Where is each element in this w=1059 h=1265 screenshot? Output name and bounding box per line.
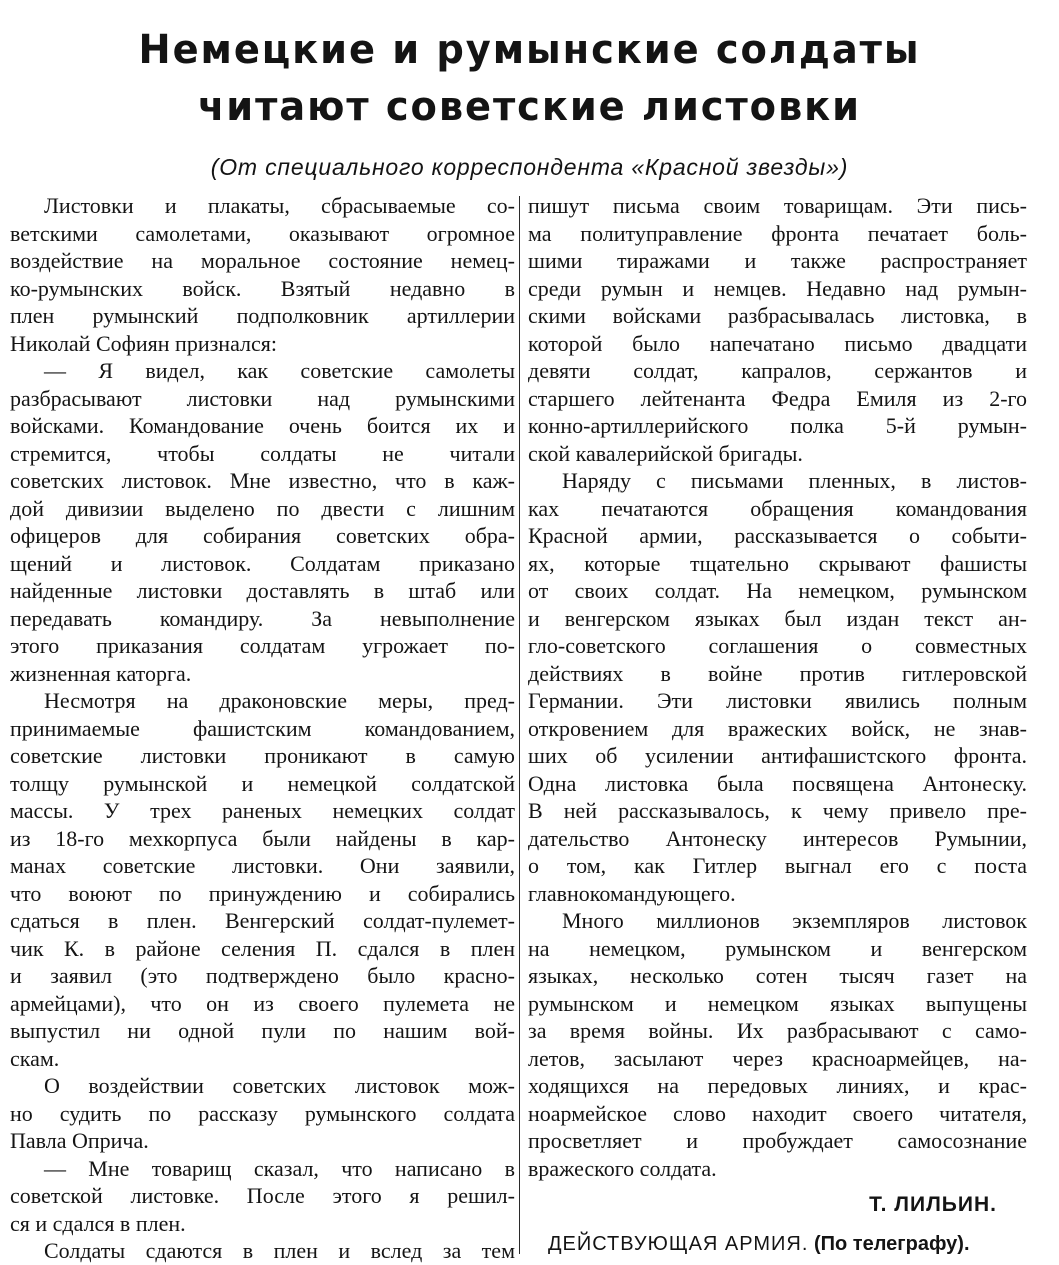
article-line: — Я видел, как советские самолеты xyxy=(44,358,515,383)
article-line: дательство Антонеску интересов Румынии, xyxy=(528,825,1027,851)
article-line: действиях в войне против гитлеровской xyxy=(528,660,1027,686)
article-line: Одна листовка была посвящена Антонеску. xyxy=(528,770,1027,796)
article-line: выпустил ни одной пули по нашим вой- xyxy=(10,1018,515,1043)
article-line: Наряду с письмами пленных, в листов- xyxy=(562,468,1027,493)
article-line: Солдаты сдаются в плен и вслед за тем xyxy=(44,1238,515,1263)
article-line: ходящихся на передовых линиях, и крас- xyxy=(528,1073,1027,1098)
article-line: среди румын и немцев. Недавно над румын- xyxy=(528,275,1027,301)
article-line: старшего лейтенанта Федра Емиля из 2-го xyxy=(528,385,1027,411)
article-line: языках, несколько сотен тысяч газет на xyxy=(528,963,1027,988)
article-line: за время войны. Их разбрасывают с само- xyxy=(528,1018,1027,1043)
article-line: ших об усилении антифашистского фронта. xyxy=(528,743,1027,768)
article-line: войсками. Командование очень боится их и xyxy=(10,413,515,438)
article-line: Листовки и плакаты, сбрасываемые со- xyxy=(44,193,515,218)
article-column-left xyxy=(10,192,515,1265)
headline-line-1: Немецкие и румынские солдаты xyxy=(138,27,921,73)
headline xyxy=(21,22,1038,136)
article-line: ветскими самолетами, оказывают огромное xyxy=(10,220,515,246)
article-line: советской листовке. После этого я решил- xyxy=(10,1183,515,1208)
dateline xyxy=(548,1233,970,1256)
article-line: — Мне товарищ сказал, что написано в xyxy=(44,1155,515,1181)
article-line: стремится, чтобы солдаты не читали xyxy=(10,440,515,466)
article-line: девяти солдат, капралов, сержантов и xyxy=(528,358,1027,383)
article-line: принимаемые фашистским командованием, xyxy=(10,715,515,741)
article-line: Несмотря на драконовские меры, пред- xyxy=(44,688,515,713)
article-line: и заявил (это подтверждено было красно- xyxy=(10,963,515,988)
article-line: на немецком, румынском и венгерском xyxy=(528,935,1027,961)
article-line: ках печатаются обращения командования xyxy=(528,495,1027,521)
article-line: ма политуправление фронта печатает боль- xyxy=(528,220,1027,246)
article-line: плен румынский подполковник артиллерии xyxy=(10,303,515,328)
article-line: откровением для вражеских войск, не знав- xyxy=(528,715,1027,741)
headline-line-2: читают советские листовки xyxy=(198,84,861,130)
article-line: манах советские листовки. Они заявили, xyxy=(10,853,515,878)
article-line: ской кавалерийской бригады. xyxy=(528,440,803,466)
article-line: воздействие на моральное состояние немец- xyxy=(10,248,515,273)
article-line: скам. xyxy=(10,1045,60,1071)
article-line: ся и сдался в плен. xyxy=(10,1210,186,1236)
article-column-right xyxy=(528,192,1027,1182)
article-line: гло-советского соглашения о совместных xyxy=(528,633,1027,658)
dateline-place: ДЕЙСТВУЮЩАЯ АРМИЯ. xyxy=(548,1233,809,1255)
article-line: пишут письма своим товарищам. Эти пись- xyxy=(528,193,1027,218)
article-line: о том, как Гитлер выгнал его с поста xyxy=(528,853,1027,878)
article-line: Германии. Эти листовки явились полным xyxy=(528,688,1027,713)
author-signature: Т. ЛИЛЬИН. xyxy=(869,1193,997,1216)
article-line: офицеров для собирания советских обра- xyxy=(10,523,515,548)
article-line: советских листовок. Мне известно, что в каж- xyxy=(10,468,515,493)
article-line: Павла Оприча. xyxy=(10,1128,149,1153)
article-line: и венгерском языках был издан текст ан- xyxy=(528,605,1027,631)
column-divider xyxy=(519,196,520,1254)
article-line: советские листовки проникают в самую xyxy=(10,743,515,768)
article-line: сдаться в плен. Венгерский солдат-пулемет- xyxy=(10,908,515,933)
article-line: В ней рассказывалось, к чему привело пре- xyxy=(528,798,1027,823)
article-line: шими тиражами и также распространяет xyxy=(528,248,1027,273)
article-line: толщу румынской и немецкой солдатской xyxy=(10,770,515,796)
article-line: но судить по рассказу румынского солдата xyxy=(10,1100,515,1126)
article-line: Николай Софиян признался: xyxy=(10,330,277,356)
article-line: просветляет и пробуждает самосознание xyxy=(528,1128,1027,1153)
article-line: разбрасывают листовки над румынскими xyxy=(10,385,515,411)
byline: (От специального корреспондента «Красной звезды») xyxy=(210,154,849,180)
article-line: щений и листовок. Солдатам приказано xyxy=(10,550,515,576)
article-line: передавать командиру. За невыполнение xyxy=(10,605,515,631)
article-line: вражеского солдата. xyxy=(528,1155,717,1181)
article-line: жизненная каторга. xyxy=(10,660,192,686)
article-line: армейцами), что он из своего пулемета не xyxy=(10,990,515,1016)
article-line: чик К. в районе селения П. сдался в плен xyxy=(10,935,515,961)
article-line: ко-румынских войск. Взятый недавно в xyxy=(10,275,515,301)
article-line: главнокомандующего. xyxy=(528,880,736,906)
article-line: дой дивизии выделено по двести с лишним xyxy=(10,495,515,521)
article-line: найденные листовки доставлять в штаб или xyxy=(10,578,515,603)
article-line: этого приказания солдатам угрожает по- xyxy=(10,633,515,658)
article-line: скими войсками разбрасывалась листовка, в xyxy=(528,303,1027,328)
article-line: от своих солдат. На немецком, румынском xyxy=(528,578,1027,603)
article-line: конно-артиллерийского полка 5-й румын- xyxy=(528,413,1027,438)
article-line: ноармейское слово находит своего читателя, xyxy=(528,1100,1027,1126)
article-line: ях, которые тщательно скрывают фашисты xyxy=(528,550,1027,576)
article-line: что воюют по принуждению и собирались xyxy=(10,880,515,906)
article-line: массы. У трех раненых немецких солдат xyxy=(10,798,515,823)
article-line: О воздействии советских листовок мож- xyxy=(44,1073,515,1098)
article-line: Красной армии, рассказывается о событи- xyxy=(528,523,1027,548)
article-line: которой было напечатано письмо двадцати xyxy=(528,330,1027,356)
article-line: из 18-го мехкорпуса были найдены в кар- xyxy=(10,825,515,851)
dateline-note: (По телеграфу). xyxy=(813,1233,970,1255)
article-line: румынском и немецком языках выпущены xyxy=(528,990,1027,1016)
article-line: Много миллионов экземпляров листовок xyxy=(562,908,1027,933)
article-line: летов, засылают через красноармейцев, на- xyxy=(528,1045,1027,1071)
